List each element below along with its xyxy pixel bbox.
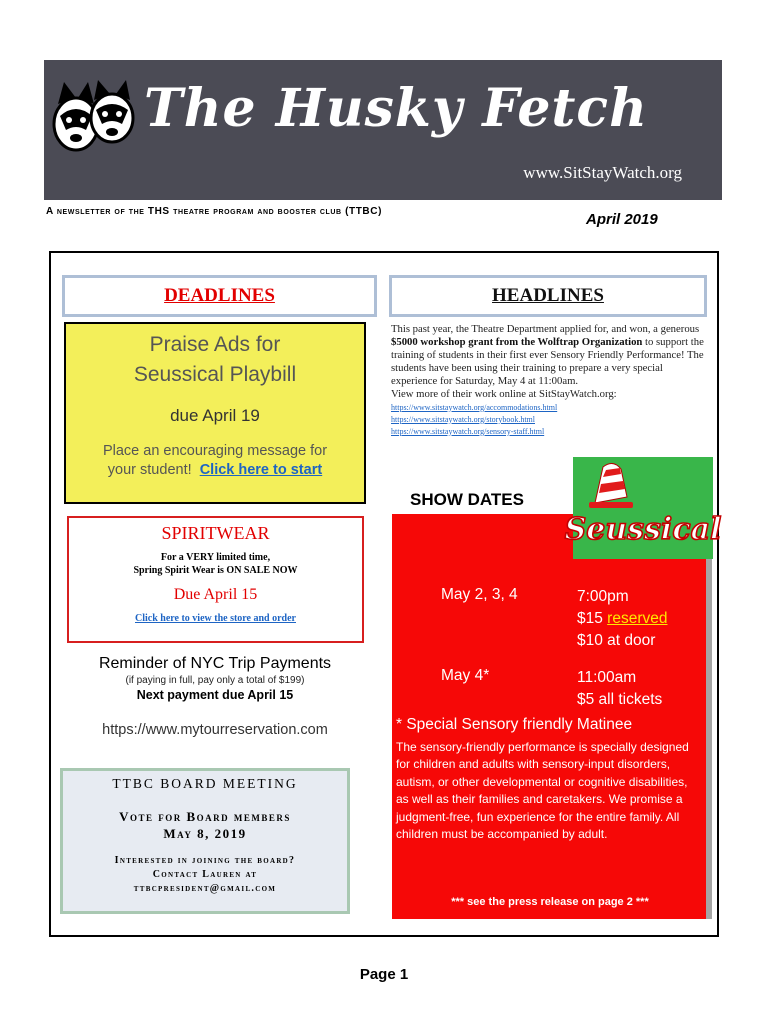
newsletter-title: The Husky Fetch — [144, 78, 648, 139]
spiritwear-text — [69, 551, 362, 577]
seussical-hat-icon — [564, 457, 722, 559]
nyc-next-payment: Next payment due April 15 — [136, 688, 294, 702]
board-meeting-box — [60, 768, 350, 914]
praise-title-line2: Seussical Playbill — [133, 363, 297, 386]
praise-message-line2-text: your student! — [107, 462, 192, 478]
storybook-link[interactable]: https://www.sitstaywatch.org/storybook.html — [391, 414, 535, 424]
nyc-trip-title: Reminder of NYC Trip Payments — [98, 655, 332, 672]
page-number: Page 1 — [359, 966, 409, 983]
praise-message-line1: Place an encouraging message for — [102, 443, 328, 459]
headlines-header: HEADLINES — [389, 275, 707, 317]
headlines-view-more: View more of their work online at SitStayWatch.org: — [391, 388, 617, 401]
seussical-logo — [564, 457, 722, 559]
show-dates-evening: May 2, 3, 4 — [441, 586, 518, 603]
sensory-matinee-description: The sensory-friendly performance is specially designed for children and adults with sensory-input disorders, autism, or other developmental or cognitive disabilities, as well as their families and caretakers. We promise a judgment-free, fun experience for the entire family. All children must be accompanied by adult. — [396, 740, 689, 842]
praise-message-line2 — [66, 461, 364, 480]
spiritwear-line1: For a VERY limited time, — [160, 552, 271, 563]
masthead — [44, 60, 722, 200]
show-date-matinee: May 4* — [441, 667, 490, 684]
sensory-staff-link[interactable]: https://www.sitstaywatch.org/sensory-staff.html — [391, 426, 545, 436]
board-contact-email[interactable]: ttbcpresident@gmail.com — [133, 883, 277, 894]
deadlines-header: DEADLINES — [62, 275, 377, 317]
matinee-time: 11:00am — [577, 669, 637, 686]
board-vote-line1: Vote for Board members — [119, 809, 291, 824]
headlines-article — [391, 323, 705, 438]
board-vote-date: May 8, 2019 — [163, 826, 247, 841]
reserved-price — [577, 608, 667, 630]
nyc-trip-reminder — [62, 655, 368, 738]
board-join-notice — [63, 854, 347, 896]
headlines-text-body: to support the training of students in their first ever Sensory Friendly Performance! The students have been using their training to prepare a very special experience for Saturday, May 4 at 11:00am. — [391, 336, 704, 388]
nyc-reservation-url[interactable]: https://www.mytourreservation.com — [102, 722, 328, 738]
headlines-text-intro: This past year, the Theatre Department applied for, and won, a generous — [391, 323, 700, 335]
matinee-price: $5 all tickets — [577, 691, 663, 708]
husky-mascot-icon — [50, 80, 136, 154]
spiritwear-title: SPIRITWEAR — [161, 523, 270, 543]
panel-shadow — [706, 514, 712, 919]
accommodations-link[interactable]: https://www.sitstaywatch.org/accommodations.html — [391, 402, 558, 412]
spiritwear-due-date: Due April 15 — [173, 586, 258, 603]
board-join-line1: Interested in joining the board? — [114, 855, 296, 866]
praise-message — [66, 442, 364, 480]
evening-time-prices — [577, 586, 667, 652]
seussical-logo-text: Seussical — [564, 512, 722, 547]
reserved-price-value: $15 — [577, 610, 608, 627]
praise-due-date: due April 19 — [170, 406, 260, 425]
praise-ads-box — [64, 322, 366, 504]
nyc-trip-note: (if paying in full, pay only a total of $199) — [125, 675, 305, 686]
board-join-line2: Contact Lauren at — [152, 869, 258, 880]
board-vote-notice — [63, 808, 347, 842]
door-price: $10 at door — [577, 632, 656, 649]
praise-ads-link[interactable]: Click here to start — [199, 462, 323, 478]
newsletter-subline: A newsletter of the THS theatre program and booster club (TTBC) — [46, 206, 383, 217]
reserved-tickets-link[interactable]: reserved — [607, 610, 668, 627]
spiritwear-line2: Spring Spirit Wear is ON SALE NOW — [133, 565, 298, 576]
matinee-time-price — [577, 667, 662, 711]
sensory-matinee-title: * Special Sensory friendly Matinee — [396, 716, 633, 733]
spiritwear-store-link[interactable]: Click here to view the store and order — [135, 613, 296, 624]
board-meeting-title: TTBC BOARD MEETING — [112, 776, 298, 791]
show-dates-label: SHOW DATES — [410, 490, 524, 509]
evening-time: 7:00pm — [577, 588, 629, 605]
spiritwear-box — [67, 516, 364, 643]
praise-title-line1: Praise Ads for — [149, 333, 281, 356]
press-release-note: *** see the press release on page 2 *** — [451, 896, 649, 908]
headlines-grant: $5000 workshop grant from the Wolftrap Organization — [391, 336, 643, 349]
issue-date: April 2019 — [586, 211, 658, 228]
website-url[interactable]: www.SitStayWatch.org — [523, 163, 682, 182]
praise-ads-title — [66, 330, 364, 390]
